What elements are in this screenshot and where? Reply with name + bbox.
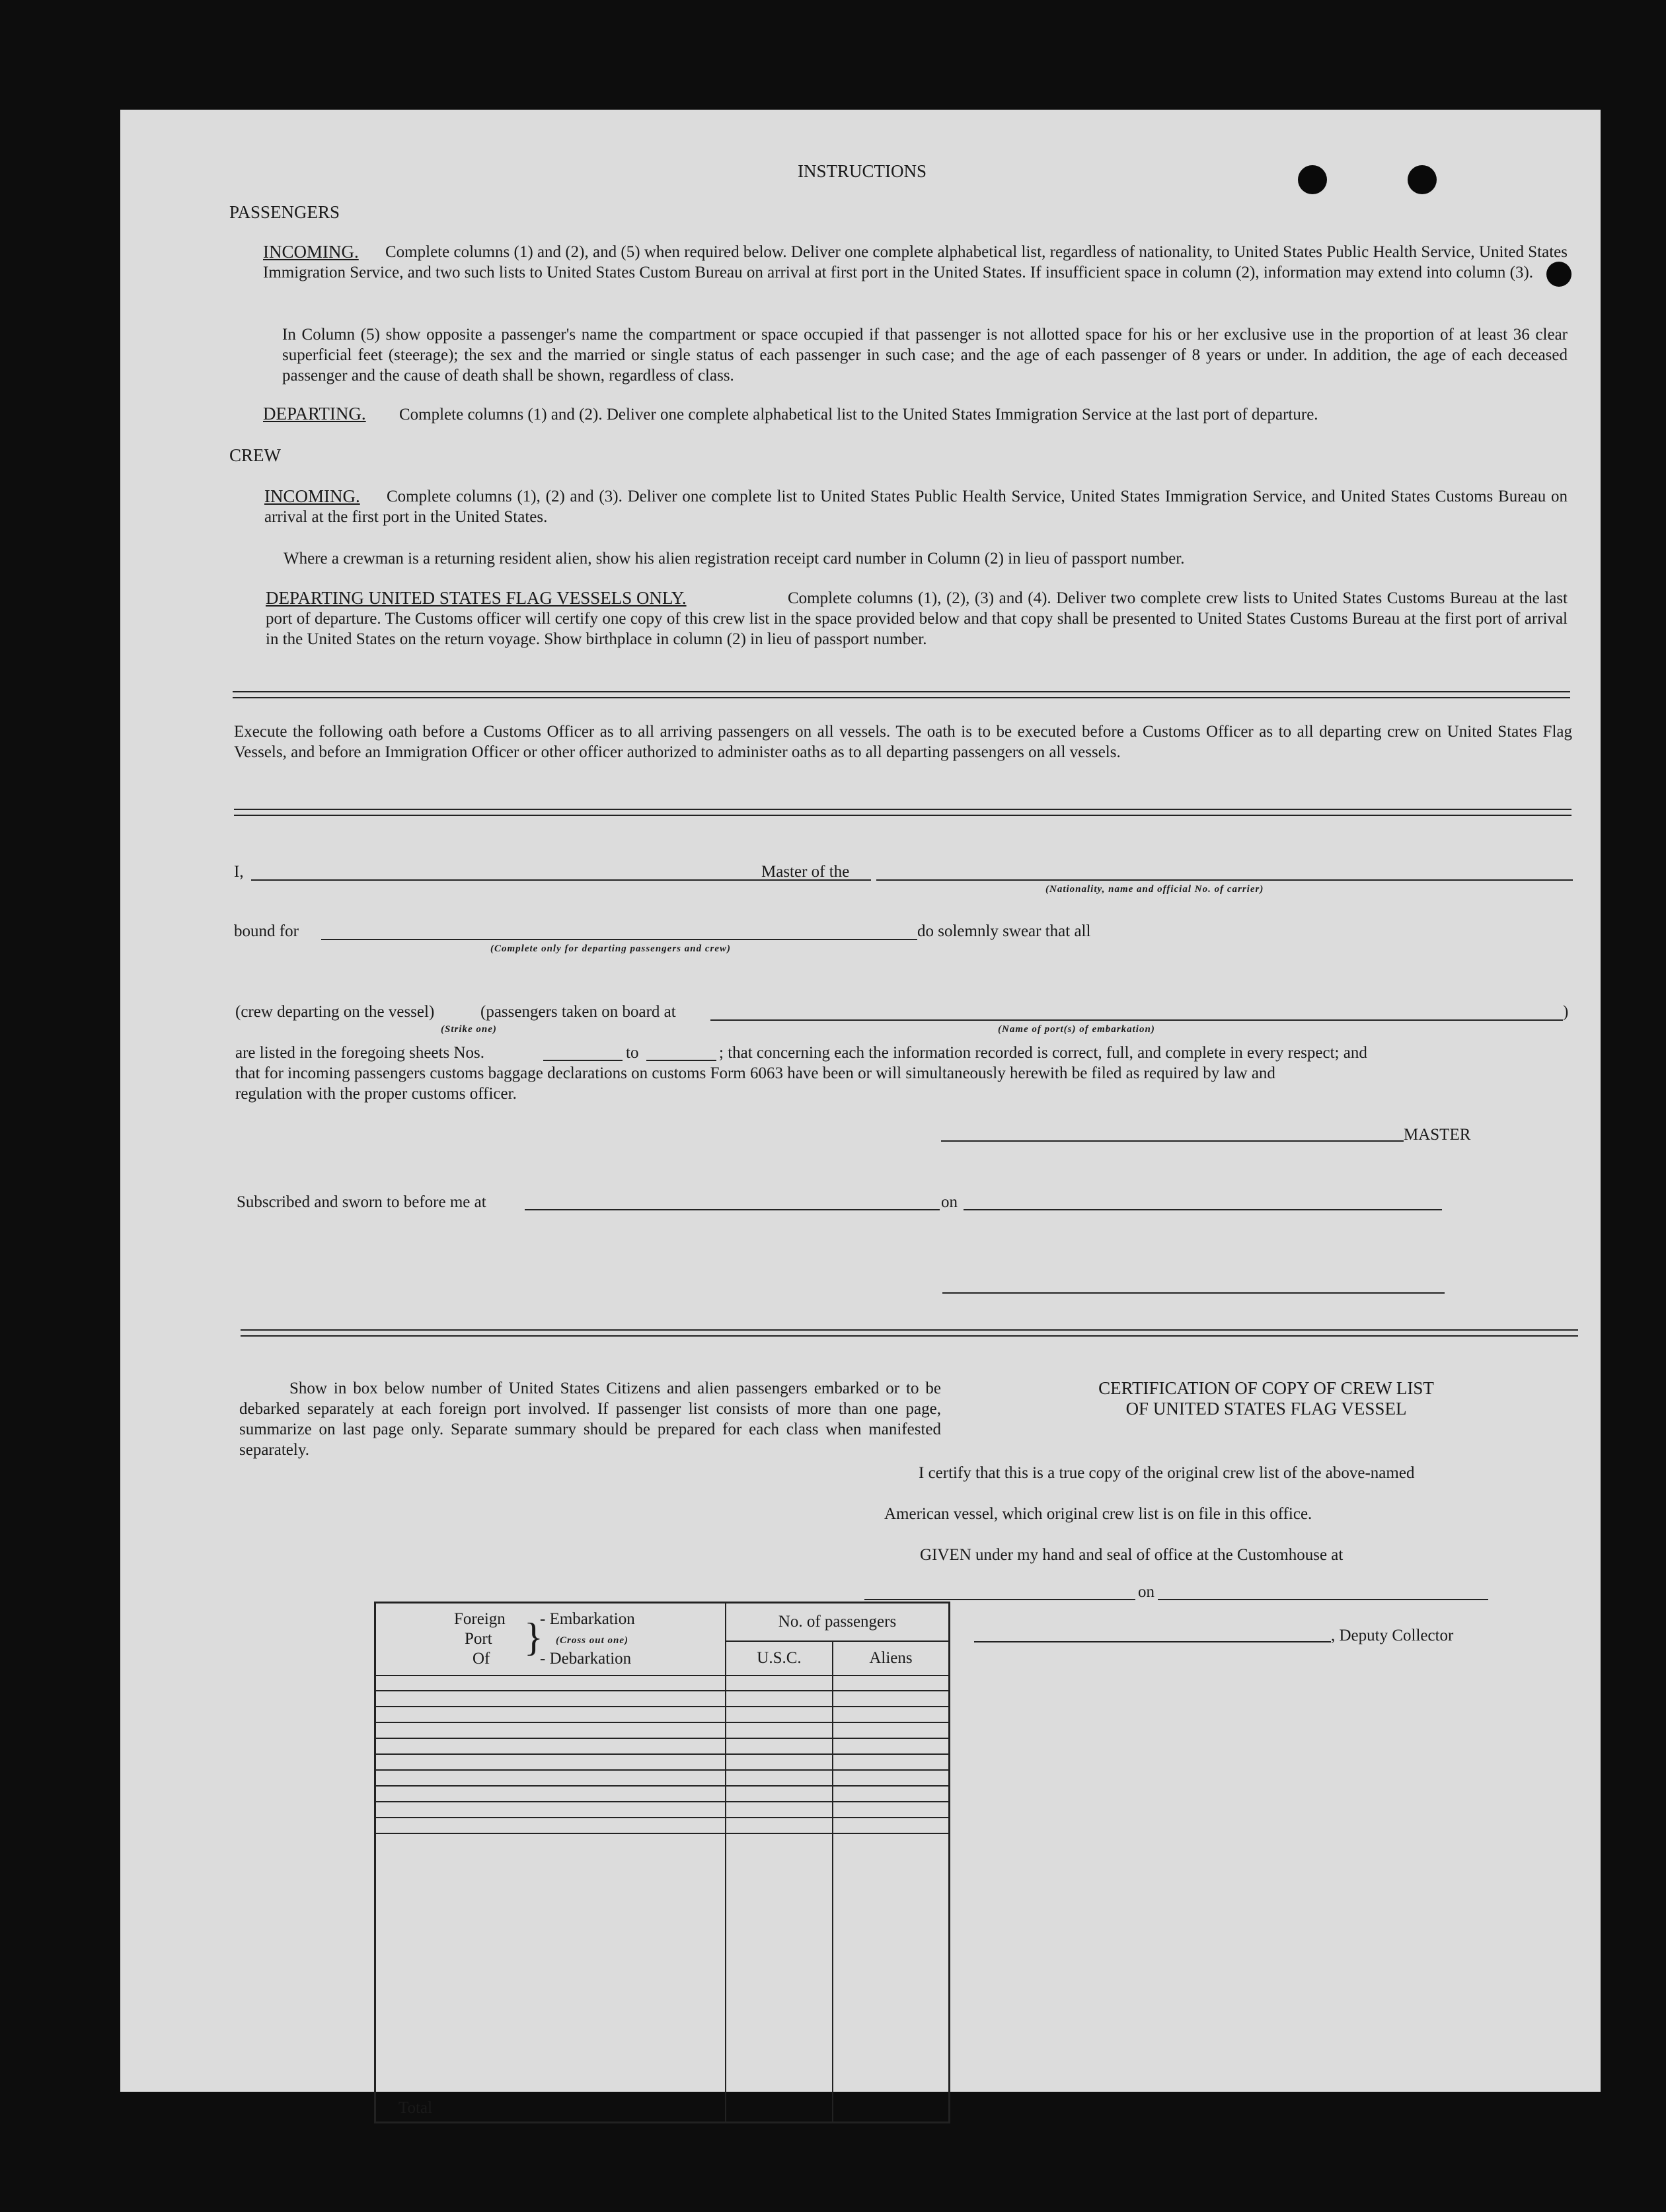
certification-date-field[interactable] — [1158, 1599, 1488, 1600]
total-row — [375, 1833, 950, 2122]
crew-incoming-label: INCOMING. — [264, 486, 360, 506]
punch-hole — [1298, 165, 1327, 194]
port-cell[interactable] — [375, 1738, 726, 1754]
foreign-port-header — [375, 1603, 726, 1676]
foreign-label: Foreign — [454, 1610, 506, 1628]
sheet-to-field[interactable] — [646, 1060, 716, 1061]
table-row — [375, 1802, 950, 1818]
usc-cell[interactable] — [726, 1770, 833, 1786]
usc-cell[interactable] — [726, 1786, 833, 1802]
listed-line3: regulation with the proper customs officer. — [235, 1085, 517, 1103]
certification-line-2: American vessel, which original crew list is on file in this office. — [884, 1505, 1312, 1523]
crew-incoming-text: Complete columns (1), (2) and (3). Deliver one complete list to United States Public Health Service, United States Immigration Service, and United States Customs Bureau on arrival at the first port in the United States. — [264, 488, 1568, 526]
passengers-departing-label: DEPARTING. — [263, 404, 366, 424]
aliens-cell[interactable] — [833, 1786, 950, 1802]
summary-intro: Show in box below number of United States Citizens and alien passengers embarked or to be debarked separately at each foreign port involved. If passenger list consists of more than one page, summarize on last page only. Separate summary should be prepared for each class when manifested separately. — [239, 1380, 941, 1459]
aliens-cell[interactable] — [833, 1818, 950, 1833]
oath-i-label: I, — [234, 863, 244, 881]
to-label: to — [626, 1044, 639, 1062]
punch-hole — [1408, 165, 1437, 194]
aliens-cell[interactable] — [833, 1707, 950, 1722]
crew-departing-option: (crew departing on the vessel) — [235, 1003, 435, 1021]
crew-departing-label: DEPARTING UNITED STATES FLAG VESSELS ONLY. — [266, 588, 687, 608]
passenger-summary-table — [374, 1602, 950, 2123]
crew-alien-text: Where a crewman is a returning resident alien, show his alien registration receipt card number in Column (2) in lieu of passport number. — [284, 550, 1185, 568]
embarkation-option: - Embarkation — [540, 1610, 635, 1628]
deputy-signature-field[interactable] — [974, 1641, 1331, 1642]
aliens-header: Aliens — [833, 1641, 950, 1676]
usc-cell[interactable] — [726, 1691, 833, 1707]
port-cell[interactable] — [375, 1786, 726, 1802]
certification-line-3: GIVEN under my hand and seal of office at the Customhouse at — [920, 1546, 1344, 1564]
aliens-cell[interactable] — [833, 1722, 950, 1738]
aliens-cell[interactable] — [833, 1691, 950, 1707]
port-embarkation-field[interactable] — [710, 1019, 1563, 1021]
customhouse-field[interactable] — [864, 1599, 1135, 1600]
sworn-date-field[interactable] — [964, 1209, 1442, 1210]
passengers-departing-text: Complete columns (1) and (2). Deliver one complete alphabetical list to the United States Immigration Service at the last port of departure. — [399, 406, 1318, 424]
passengers-incoming-label: INCOMING. — [263, 242, 359, 262]
sworn-place-field[interactable] — [525, 1209, 940, 1210]
officer-signature-field[interactable] — [942, 1292, 1445, 1294]
table-row — [375, 1818, 950, 1833]
table-row — [375, 1722, 950, 1738]
crew-heading: CREW — [229, 445, 281, 465]
aliens-cell[interactable] — [833, 1754, 950, 1770]
aliens-cell[interactable] — [833, 1802, 950, 1818]
table-row — [375, 1707, 950, 1722]
table-row — [375, 1786, 950, 1802]
aliens-cell[interactable] — [833, 1676, 950, 1691]
cross-out-caption: (Cross out one) — [556, 1635, 629, 1646]
section-divider — [241, 1329, 1578, 1337]
table-row — [375, 1676, 950, 1691]
usc-cell[interactable] — [726, 1818, 833, 1833]
table-row — [375, 1738, 950, 1754]
of-label: Of — [473, 1650, 490, 1668]
subscribed-label: Subscribed and sworn to before me at — [237, 1193, 486, 1211]
port-cell[interactable] — [375, 1676, 726, 1691]
bound-for-label: bound for — [234, 922, 299, 940]
master-of-label: Master of the — [761, 863, 850, 881]
port-cell[interactable] — [375, 1707, 726, 1722]
no-passengers-header: No. of passengers — [726, 1603, 950, 1641]
port-label: Port — [465, 1630, 492, 1648]
page-title: INSTRUCTIONS — [798, 161, 927, 181]
certification-title-2: OF UNITED STATES FLAG VESSEL — [1125, 1399, 1407, 1419]
bound-for-field[interactable] — [321, 939, 917, 940]
usc-cell[interactable] — [726, 1676, 833, 1691]
port-cell[interactable] — [375, 1802, 726, 1818]
port-cell[interactable] — [375, 1770, 726, 1786]
sworn-on-label: on — [941, 1193, 958, 1211]
total-label: Total — [375, 1833, 726, 2122]
usc-cell[interactable] — [726, 1738, 833, 1754]
passengers-heading: PASSENGERS — [229, 202, 340, 222]
usc-total-cell[interactable] — [726, 1833, 833, 2122]
carrier-caption: (Nationality, name and official No. of carrier) — [1045, 884, 1264, 895]
table-row — [375, 1691, 950, 1707]
listed-line2: that for incoming passengers customs baggage declarations on customs Form 6063 have been or will simultaneously herewith be filed as required by law and — [235, 1064, 1275, 1082]
passengers-column5-text: In Column (5) show opposite a passenger's name the compartment or space occupied if that passenger is not allotted space for his or her exclusive use in the proportion of at least 36 clear superficial feet (steerage); the sex and the married or single status of each passenger in such case; and the age of each passenger of 8 years or under. In addition, the age of each deceased passenger and the cause of death shall be shown, regardless of class. — [282, 326, 1568, 385]
usc-cell[interactable] — [726, 1754, 833, 1770]
brace-icon: } — [524, 1615, 543, 1659]
port-cell[interactable] — [375, 1691, 726, 1707]
bound-caption: (Complete only for departing passengers and crew) — [490, 943, 731, 954]
crew-departing-text: Complete columns (1), (2), (3) and (4). Deliver two complete crew lists to United States Customs Bureau at the last port of departure. The Customs officer will certify one copy of this crew list in the space provided below and that copy shall be presented to United States Customs Bureau at the first port of arrival in the United States on the return voyage. Show birthplace in column (2) in lieu of passport number. — [266, 589, 1568, 648]
certification-title-1: CERTIFICATION OF COPY OF CREW LIST — [1098, 1378, 1434, 1398]
passengers-incoming-text: Complete columns (1) and (2), and (5) when required below. Deliver one complete alphabetical list, regardless of nationality, to United States Public Health Service, United States Immigration Service, and two such lists to United States Custom Bureau on arrival at first port in the United States. If insufficient space in column (2), information may extend into column (3). — [263, 243, 1568, 281]
aliens-cell[interactable] — [833, 1738, 950, 1754]
listed-post: ; that concerning each the information recorded is correct, full, and complete in every respect; and — [719, 1044, 1367, 1062]
swear-label: do solemnly swear that all — [917, 922, 1091, 940]
port-caption: (Name of port(s) of embarkation) — [998, 1024, 1155, 1035]
sheet-from-field[interactable] — [543, 1060, 623, 1061]
certification-on-label: on — [1138, 1583, 1155, 1601]
debarkation-option: - Debarkation — [540, 1650, 632, 1668]
usc-header: U.S.C. — [726, 1641, 833, 1676]
usc-cell[interactable] — [726, 1707, 833, 1722]
section-divider — [233, 691, 1570, 698]
port-cell[interactable] — [375, 1722, 726, 1738]
strike-caption: (Strike one) — [441, 1024, 497, 1035]
usc-cell[interactable] — [726, 1802, 833, 1818]
listed-pre: are listed in the foregoing sheets Nos. — [235, 1044, 484, 1062]
passengers-taken-option: (passengers taken on board at — [480, 1003, 676, 1021]
master-label: MASTER — [1404, 1126, 1471, 1144]
table-row — [375, 1754, 950, 1770]
aliens-total-cell[interactable] — [833, 1833, 950, 2122]
port-cell[interactable] — [375, 1754, 726, 1770]
table-row — [375, 1770, 950, 1786]
form-page — [120, 110, 1601, 2117]
oath-intro: Execute the following oath before a Customs Officer as to all arriving passengers on all vessels. The oath is to be executed before a Customs Officer as to all departing crew on United States Flag Vessels, and before an Immigration Officer or other officer authorized to administer oaths as to all departing passengers on all vessels. — [234, 723, 1572, 761]
usc-cell[interactable] — [726, 1722, 833, 1738]
port-cell[interactable] — [375, 1818, 726, 1833]
close-paren: ) — [1563, 1003, 1569, 1021]
certification-line-1: I certify that this is a true copy of the original crew list of the above-named — [919, 1464, 1415, 1482]
carrier-field[interactable] — [876, 879, 1573, 881]
master-signature-field[interactable] — [941, 1140, 1404, 1142]
aliens-cell[interactable] — [833, 1770, 950, 1786]
section-divider — [234, 809, 1571, 816]
deputy-collector-label: , Deputy Collector — [1331, 1627, 1454, 1644]
